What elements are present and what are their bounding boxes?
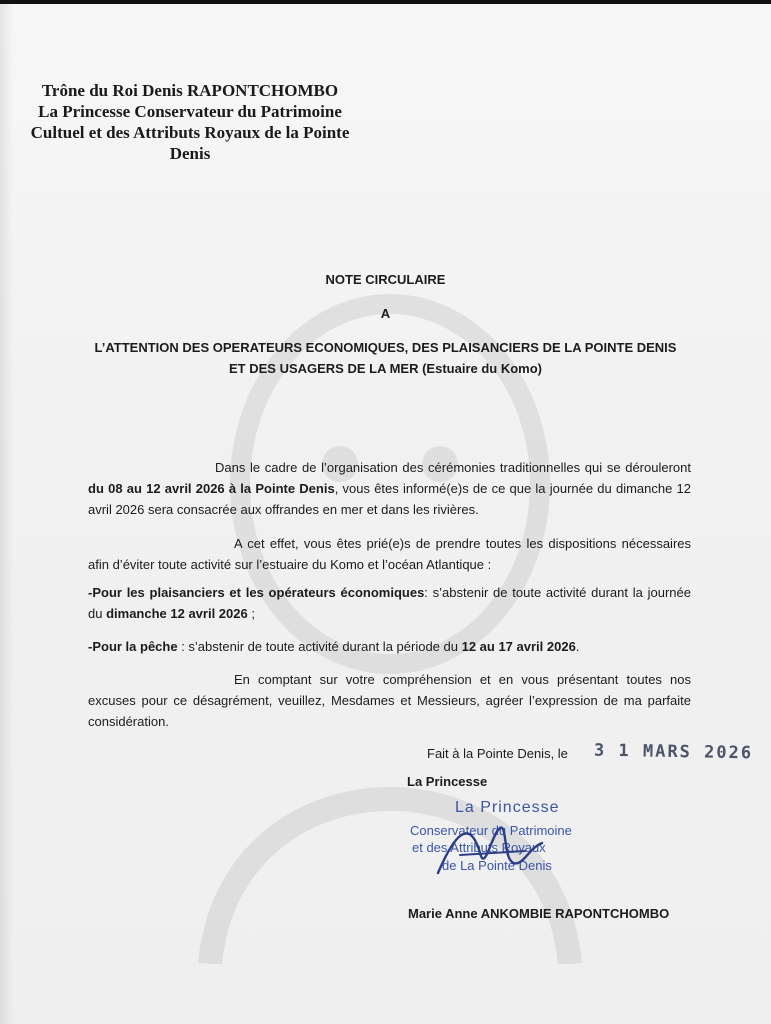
official-stamp	[400, 795, 640, 885]
paragraph-bold-text: du 08 au 12 avril 2026 à la Pointe Denis	[88, 481, 335, 496]
page-shadow	[0, 4, 14, 1024]
paragraph-plaisanciers	[88, 582, 691, 624]
stamp-line: de La Pointe Denis	[442, 858, 552, 873]
stamp-line: et des Attributs Royaux	[412, 840, 546, 855]
paragraph-text: , vous êtes informé(e)s de ce que la journée du dimanche 12 avril 2026 sera consacrée aux offrandes en mer et dans les rivières.	[88, 481, 692, 517]
signatory-name: Marie Anne ANKOMBIE RAPONTCHOMBO	[408, 906, 670, 921]
letterhead-line: Trône du Roi Denis RAPONTCHOMBO	[41, 81, 339, 100]
paragraph-text: ;	[247, 606, 255, 621]
document-title: NOTE CIRCULAIRE	[325, 272, 446, 287]
letterhead-line: Cultuel et des Attributs Royaux de la Pointe	[30, 123, 350, 142]
paragraph-closing	[88, 669, 691, 732]
paragraph-text: En comptant sur votre compréhension et en vous présentant toutes nos excuses pour ce désagrément, veuillez, Mesdames et Messieurs, agréer l’expression de ma parfaite considération.	[88, 672, 691, 729]
paragraph-text: : s’abstenir de toute activité durant la période du	[177, 639, 462, 654]
paragraph-text: .	[575, 639, 580, 654]
paragraph-dispositions	[88, 533, 691, 575]
paragraph-bold-text: 12 au 17 avril 2026	[461, 639, 576, 654]
letterhead-line: Denis	[169, 144, 211, 163]
signatory-title: La Princesse	[407, 774, 488, 789]
paragraph-bold-text: -Pour les plaisanciers et les opérateurs économiques	[88, 585, 425, 600]
date-stamp: 3 1 MARS 2026	[593, 740, 754, 764]
paragraph-bold-text: -Pour la pêche	[88, 639, 178, 654]
paragraph-text: A cet effet, vous êtes prié(e)s de prendre toutes les dispositions nécessaires afin d’éviter toute activité sur l’estuaire du Komo et l’océan Atlantique :	[88, 536, 691, 572]
paragraph-bold-text: dimanche 12 avril 2026	[106, 606, 248, 621]
letterhead-line: La Princesse Conservateur du Patrimoine	[38, 102, 342, 121]
stamp-line: La Princesse	[455, 799, 560, 816]
stamp-line: Conservateur du Patrimoine	[410, 823, 572, 838]
place-line: Fait à la Pointe Denis, le	[427, 746, 568, 761]
handwritten-signature	[430, 813, 550, 883]
paragraph-text: : s’abstenir de toute activité durant la journée du	[88, 585, 691, 621]
paragraph-ceremonies	[88, 457, 691, 520]
attention-line: ET DES USAGERS DE LA MER (Estuaire du Komo)	[229, 361, 542, 376]
attention-line: L’ATTENTION DES OPERATEURS ECONOMIQUES, DES PLAISANCIERS DE LA POINTE DENIS	[94, 340, 677, 355]
paragraph-text: Dans le cadre de l’organisation des cérémonies traditionnelles qui se dérouleront	[215, 460, 691, 475]
paragraph-peche	[88, 636, 691, 657]
title-preposition: A	[380, 306, 391, 321]
letterhead	[20, 80, 360, 164]
